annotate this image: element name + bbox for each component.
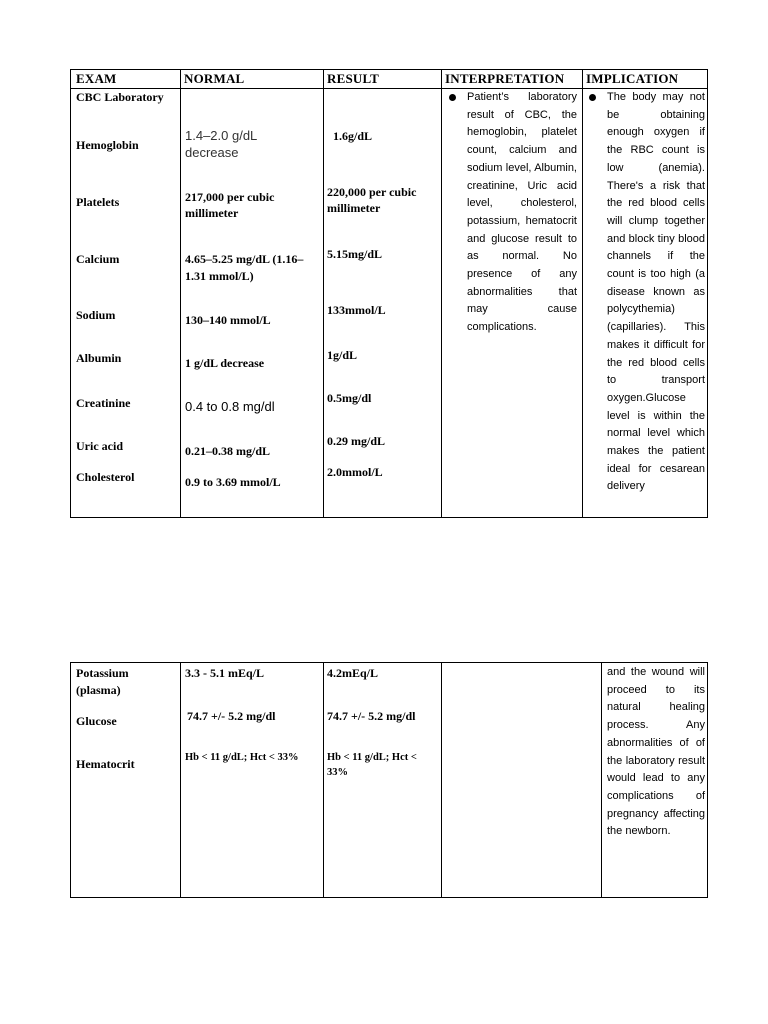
column-divider [441,70,442,517]
exam-uric-acid: Uric acid [76,439,123,453]
column-divider [180,70,181,517]
column-divider [323,70,324,517]
header-result: RESULT [327,71,380,86]
header-exam: EXAM [76,71,117,86]
result-potassium: 4.2mEq/L [327,666,379,680]
column-divider [582,70,583,517]
interpretation-text: Patient’s laboratory result of CBC, the hemoglobin, platelet count, calcium and sodium level, Albumin, creatinine, Uric acid level, cholesterol, potassium, hematocrit and glucose result to as normal. No presence of any abnormalities that may cause complications. [467,91,577,334]
normal-uric-acid: 0.21–0.38 mg/dL [185,444,271,458]
exam-sodium: Sodium [76,308,116,322]
header-interpretation: INTERPRETATION [445,71,565,86]
implication-text: The body may not be obtaining enough oxygen if the RBC count is low (anemia). There's a risk that the red blood cells will clump together and block tiny blood channels if the count is too high (a disease known as polycythemia) (capillaries). This makes it difficult for the red blood cells to transport oxygen.Glucose level is within the normal level which makes the patient ideal for cesarean delivery [607,91,705,493]
header-normal: NORMAL [184,71,245,86]
normal-calcium: 4.65–5.25 mg/dL (1.16–1.31 mmol/L) [185,252,304,283]
bullet-icon [589,94,596,101]
normal-hematocrit: Hb < 11 g/dL; Hct < 33% [185,752,299,763]
column-divider [323,663,324,897]
result-platelets: 220,000 per cubic millimeter [327,185,417,215]
exam-albumin: Albumin [76,351,122,365]
exam-cholesterol: Cholesterol [76,470,135,484]
normal-sodium: 130–140 mmol/L [185,313,271,327]
normal-creatinine: 0.4 to 0.8 mg/dl [185,399,275,414]
result-calcium: 5.15mg/dL [327,247,383,261]
result-hemoglobin: 1.6g/dL [333,129,373,143]
exam-hematocrit: Hematocrit [76,757,135,771]
result-uric-acid: 0.29 mg/dL [327,434,386,448]
lab-results-table [70,69,708,518]
exam-platelets: Platelets [76,195,120,209]
implication-continued-text: and the wound will proceed to its natural healing process. Any abnormalities of of the laboratory result would lead to any complications of pregnancy affecting the newborn. [607,666,705,838]
result-cholesterol: 2.0mmol/L [327,465,383,479]
exam-potassium: Potassium (plasma) [76,666,129,697]
normal-potassium: 3.3 - 5.1 mEq/L [185,666,265,680]
header-implication: IMPLICATION [586,71,679,86]
section-title: CBC Laboratory [76,90,164,104]
result-glucose: 74.7 +/- 5.2 mg/dl [327,709,416,723]
result-hematocrit: Hb < 11 g/dL; Hct < 33% [327,752,417,778]
normal-albumin: 1 g/dL decrease [185,356,265,370]
normal-glucose: 74.7 +/- 5.2 mg/dl [187,709,276,723]
bullet-icon [449,94,456,101]
result-albumin: 1g/dL [327,348,358,362]
result-sodium: 133mmol/L [327,303,386,317]
column-divider [441,663,442,897]
exam-glucose: Glucose [76,714,117,728]
lab-results-table-continued [70,662,708,898]
column-divider [180,663,181,897]
result-creatinine: 0.5mg/dl [327,391,372,405]
column-divider [601,662,602,897]
exam-creatinine: Creatinine [76,396,131,410]
normal-cholesterol: 0.9 to 3.69 mmol/L [185,475,281,489]
normal-platelets: 217,000 per cubic millimeter [185,190,275,220]
normal-hemoglobin: 1.4–2.0 g/dL decrease [185,128,257,160]
exam-hemoglobin: Hemoglobin [76,138,139,152]
exam-calcium: Calcium [76,252,120,266]
